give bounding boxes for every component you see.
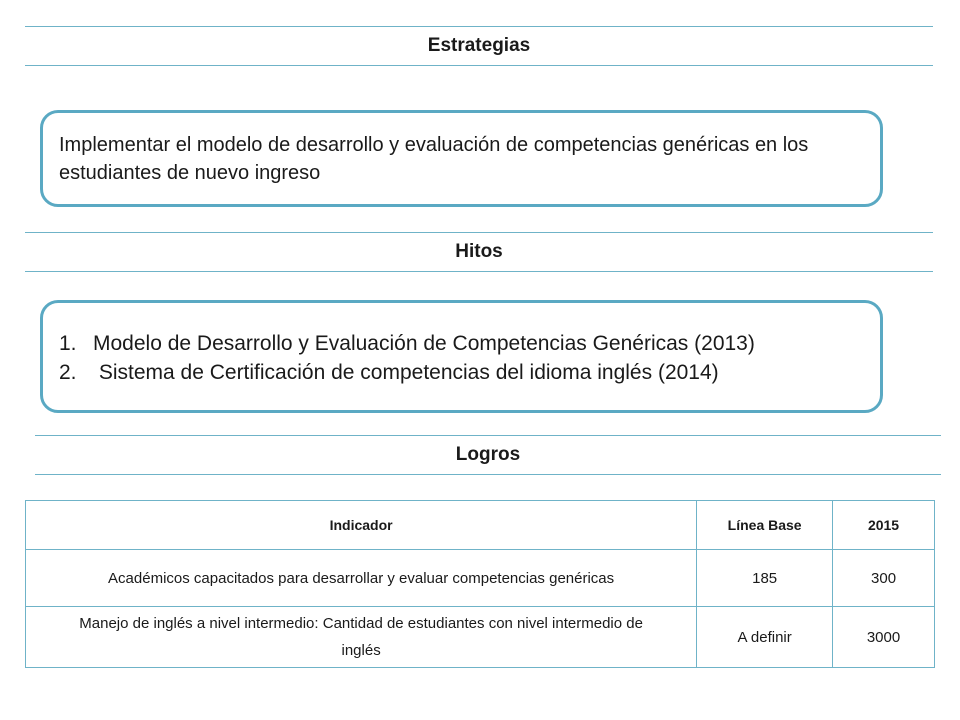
target-cell: 300 — [833, 550, 935, 607]
achievements-heading — [35, 435, 941, 475]
strategies-heading-label: Estrategias — [427, 35, 531, 56]
milestone-item — [59, 358, 864, 387]
strategies-heading — [25, 26, 933, 66]
milestones-heading — [25, 232, 933, 272]
strategy-box — [40, 110, 883, 207]
milestone-number: 1. — [59, 332, 77, 355]
milestone-item — [59, 329, 864, 358]
baseline-cell: A definir — [697, 607, 833, 668]
indicator-cell: Manejo de inglés a nivel intermedio: Cantidad de estudiantes con nivel intermedio de inglés — [26, 607, 697, 668]
baseline-cell: 185 — [697, 550, 833, 607]
milestone-number: 2. — [59, 361, 77, 384]
column-header-indicator: Indicador — [26, 501, 697, 550]
table-header-row — [26, 501, 935, 550]
column-header-baseline: Línea Base — [697, 501, 833, 550]
achievements-heading-label: Logros — [455, 444, 521, 465]
target-cell: 3000 — [833, 607, 935, 668]
milestone-text: Modelo de Desarrollo y Evaluación de Competencias Genéricas (2013) — [93, 332, 755, 355]
strategy-text: Implementar el modelo de desarrollo y evaluación de competencias genéricas en los estudiantes de nuevo ingreso — [59, 134, 809, 184]
indicator-cell: Académicos capacitados para desarrollar y evaluar competencias genéricas — [26, 550, 697, 607]
milestones-box — [40, 300, 883, 413]
table-row — [26, 550, 935, 607]
milestones-heading-label: Hitos — [455, 241, 503, 262]
column-header-2015: 2015 — [833, 501, 935, 550]
milestone-list — [59, 329, 864, 387]
achievements-table — [25, 500, 935, 668]
milestone-text: Sistema de Certificación de competencias del idioma inglés (2014) — [93, 361, 719, 384]
table-row — [26, 607, 935, 668]
